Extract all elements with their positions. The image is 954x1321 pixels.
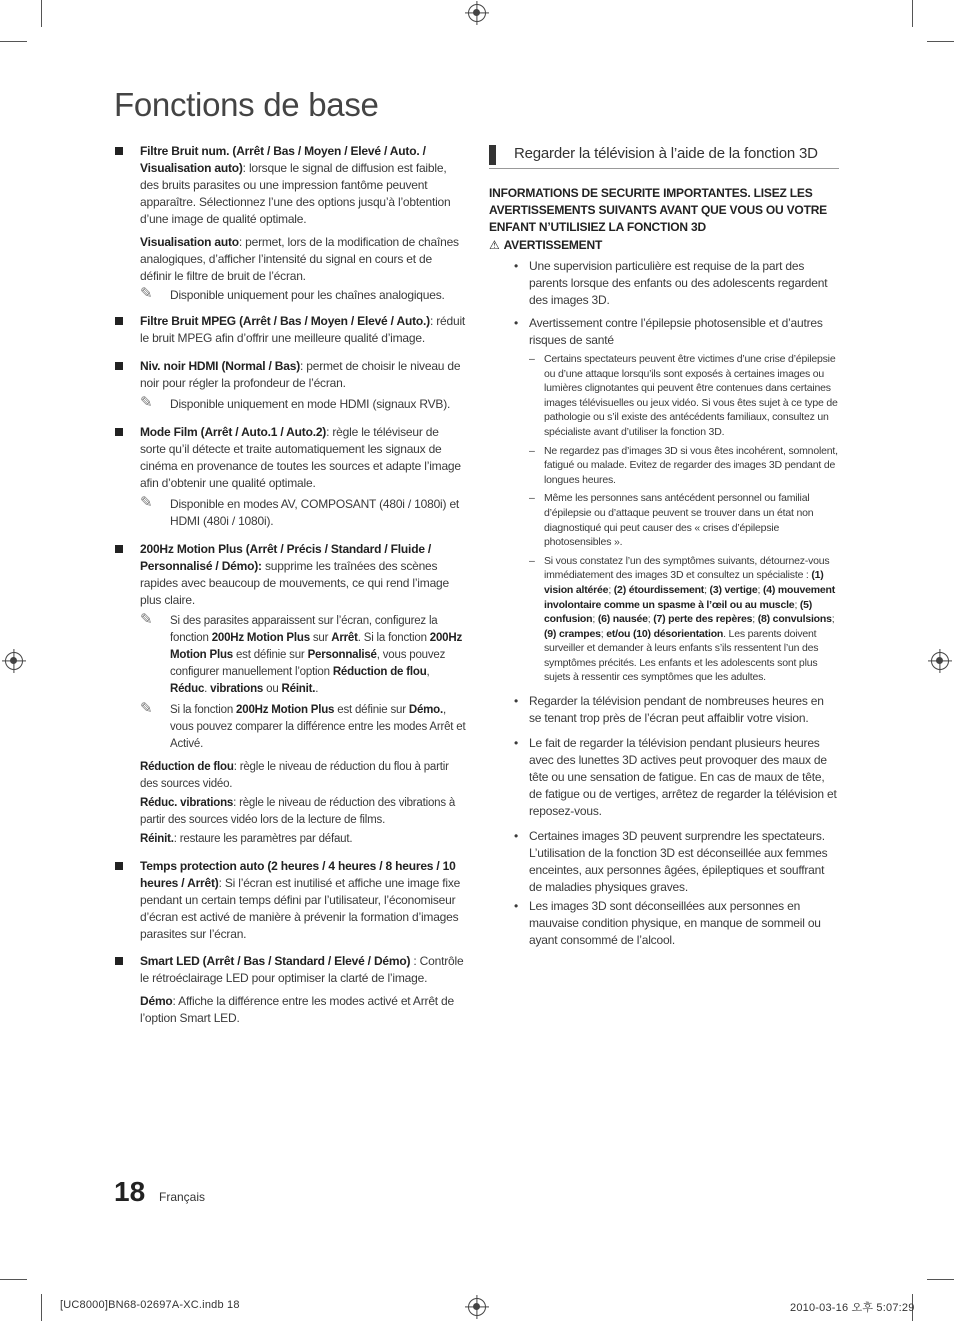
pencil-note-icon: ✎ xyxy=(140,394,153,411)
sub-text: : permet, lors de la modification de chaînes analogiques, d’afficher l’intensité du signal en cours et de définir le filtre de bruit de l’écran. xyxy=(140,235,459,283)
crosshair-registration-icon xyxy=(5,652,23,670)
heading-bar xyxy=(489,145,496,165)
page-title: Fonctions de base xyxy=(114,86,379,123)
right-column xyxy=(489,143,839,949)
item-text: : réduit le bruit MPEG afin d’offrir une meilleure qualité d’image. xyxy=(140,314,466,345)
crop-mark xyxy=(41,0,42,27)
page-language: Français xyxy=(159,1190,206,1204)
list-item: • Les images 3D sont déconseillées aux personnes en mauvaise condition physique, en manque de sommeil ou ayant consommé de l’alcool. xyxy=(514,899,821,948)
crosshair-registration-icon xyxy=(468,1298,486,1316)
list-item: • Une supervision particulière est requise de la part des parents lorsque des enfants ou des adolescents regardent des images 3D. xyxy=(514,259,828,307)
sub-text: : restaure les paramètres par défaut. xyxy=(173,833,353,845)
square-bullet-icon xyxy=(115,957,123,965)
sub-title: Réduction de flou xyxy=(140,761,234,773)
footer-date: 2010-03-16 오후 5:07:29 xyxy=(790,1302,915,1314)
note-text: Disponible uniquement pour les chaînes analogiques. xyxy=(170,288,445,302)
note xyxy=(140,496,466,530)
square-bullet-icon xyxy=(115,862,123,870)
list-item: • Avertissement contre l’épilepsie photosensible et d’autres risques de santé xyxy=(514,316,823,347)
item-text: : permet de choisir le niveau de noir pour régler la profondeur de l’écran. xyxy=(140,359,461,390)
square-bullet-icon xyxy=(115,362,123,370)
footer-file: [UC8000]BN68-02697A-XC.indb 18 xyxy=(60,1299,240,1311)
pencil-note-icon: ✎ xyxy=(140,611,153,628)
sub-text: : Affiche la différence entre les modes activé et Arrêt de l’option Smart LED. xyxy=(140,994,455,1025)
note xyxy=(140,287,466,304)
left-column xyxy=(114,143,466,1034)
list-item: • Certaines images 3D peuvent surprendre les spectateurs. L’utilisation de la fonction 3D est déconseillée aux femmes enceintes, aux personnes âgées, épileptiques et souffrant de maladies physiques graves. xyxy=(514,829,828,895)
square-bullet-icon xyxy=(115,545,123,553)
sub-title: Réinit. xyxy=(140,833,174,845)
crop-mark xyxy=(0,1279,27,1280)
note-text: Disponible en modes AV, COMPOSANT (480i / 1080i) et HDMI (480i / 1080i). xyxy=(170,497,460,528)
list-item: • Le fait de regarder la télévision pendant plusieurs heures avec des lunettes 3D actives peut provoquer des maux de tête ou une sensation de fatigue. En cas de maux de tête, de fatigue ou de vertiges, arrêtez de regarder la télévision et reposez-vous. xyxy=(514,736,837,819)
crosshair-registration-icon xyxy=(468,4,486,22)
item-text: : règle le téléviseur de sorte qu’il détecte et traite automatiquement les signaux de cinéma en provenance de toutes les sources et adapte l’image afin d’obtenir une qualité optimale. xyxy=(140,425,461,490)
sub-text: : règle le niveau de réduction du flou à partir des sources vidéo. xyxy=(140,761,449,790)
section-heading-text: Regarder la télévision à l’aide de la fonction 3D xyxy=(514,145,818,162)
pencil-note-icon: ✎ xyxy=(140,285,153,302)
note-text: Disponible uniquement en mode HDMI (signaux RVB). xyxy=(170,397,451,411)
list-item xyxy=(114,541,466,848)
dash-item: – Même les personnes sans antécédent personnel ou familial d’épilepsie ou d’attaque peuvent se trouver dans un état non diagnostiqué qui peut causer des « crises d’épilepsie photosensibles ». xyxy=(529,492,814,549)
crop-mark xyxy=(0,41,27,42)
item-text: supprime les traînées des scènes rapides avec beaucoup de mouvements, ce qui rend l’image plus claire. xyxy=(140,559,449,607)
square-bullet-icon xyxy=(115,428,123,436)
dash-item: – Certains spectateurs peuvent être victimes d’une crise d’épilepsie ou d’une attaque lorsqu’ils sont exposés à certaines images ou lumières clignotantes qui peuvent être contenues dans certaines images télévisuelles ou jeux vidéo. Si vous êtes sujet à ce type de pathologie ou s’il existe des antécédents familiaux, consultez un spécialiste avant d’utiliser la fonction 3D. xyxy=(529,353,838,438)
list-item xyxy=(114,358,466,413)
note: ✎ Si des parasites apparaissent sur l’écran, configurez la fonction 200Hz Motion Plus sur Arrêt. Si la fonction 200Hz Motion Plus est définie sur Personnalisé, vous pouvez configurer manuellement l’option Réduction de flou, Réduc. vibrations ou Réinit.. xyxy=(140,611,463,695)
item-title: Temps protection auto (2 heures / 4 heures / 8 heures / 10 heures / Arrêt) xyxy=(140,859,456,890)
item-title: Filtre Bruit num. (Arrêt / Bas / Moyen / Elevé / Auto. / Visualisation auto) xyxy=(140,144,426,175)
dash-item: – Ne regardez pas d’images 3D si vous êtes incohérent, somnolent, fatigué ou malade. Evitez de regarder des images 3D pendant de longues heures. xyxy=(529,444,838,486)
square-bullet-icon xyxy=(115,147,123,155)
crop-mark xyxy=(927,1279,954,1280)
item-text: : Si l’écran est inutilisé et affiche une image fixe pendant un certain temps défini par l’utilisateur, l’économiseur d’écran est activé de manière à prévenir la formation d’images parasites sur l’écran. xyxy=(140,876,461,941)
sub-title: Visualisation auto xyxy=(140,235,239,249)
sub-title: Démo xyxy=(140,994,173,1008)
crop-mark xyxy=(41,1294,42,1321)
list-item: • Regarder la télévision pendant de nombreuses heures en se tenant trop près de l’écran peut affaiblir votre vision. xyxy=(514,694,824,726)
item-title: Mode Film (Arrêt / Auto.1 / Auto.2) xyxy=(140,425,327,439)
crop-mark xyxy=(927,41,954,42)
item-title: Smart LED (Arrêt / Bas / Standard / Elevé / Démo) xyxy=(140,954,411,968)
pencil-note-icon: ✎ xyxy=(140,494,153,511)
sub-title: Réduc. vibrations xyxy=(140,797,234,809)
item-title: Niv. noir HDMI (Normal / Bas) xyxy=(140,359,300,373)
crosshair-registration-icon xyxy=(931,652,949,670)
safety-info: INFORMATIONS DE SECURITE IMPORTANTES. LISEZ LES AVERTISSEMENTS SUIVANTS AVANT QUE VOUS OU VOTRE ENFANT N’UTILISIEZ LA FONCTION 3D xyxy=(489,186,827,234)
item-text: : lorsque le signal de diffusion est faible, des bruits parasites ou une impression fantôme peuvent apparaître. Sélectionnez l’une des options jusqu’à l’obtention d’une image de qualité optimale. xyxy=(140,161,451,226)
dash-item: – Si vous constatez l’un des symptômes suivants, détournez-vous immédiatement des images 3D et consultez un spécialiste : (1) vision altérée; (2) étourdissement; (3) vertige; (4) mouvement involontaire comme un spasme à l’œil ou au muscle; (5) confusion; (6) nausée; (7) perte des repères; (8) convulsions; (9) crampes; et/ou (10) désorientation. Les parents doivent surveiller et demander à leurs enfants s’ils ressentent l’un des symptômes précités. Les enfants et les adolescents sont plus sujets à ressentir ces symptômes que les adultes. xyxy=(529,554,836,684)
list-item xyxy=(114,143,466,304)
warning-label: ⚠ AVERTISSEMENT xyxy=(489,238,603,252)
item-title: 200Hz Motion Plus (Arrêt / Précis / Standard / Fluide / Personnalisé / Démo): xyxy=(140,542,432,573)
list-item xyxy=(114,424,466,530)
section-heading xyxy=(489,143,839,169)
pencil-note-icon: ✎ xyxy=(140,700,153,717)
warning-triangle-icon: ⚠ xyxy=(489,238,500,252)
list-item xyxy=(114,858,466,943)
list-item xyxy=(114,313,466,347)
item-title: Filtre Bruit MPEG (Arrêt / Bas / Moyen / Elevé / Auto.) xyxy=(140,314,430,328)
item-text: : Contrôle le rétroéclairage LED pour optimiser la clarté de l’image. xyxy=(140,954,464,985)
crop-mark xyxy=(912,0,913,27)
note: ✎ Si la fonction 200Hz Motion Plus est définie sur Démo., vous pouvez comparer la différence entre les modes Arrêt et Activé. xyxy=(140,700,466,750)
list-item xyxy=(114,953,466,1027)
sub-text: : règle le niveau de réduction des vibrations à partir des sources vidéo lors de la lecture de films. xyxy=(140,797,456,826)
square-bullet-icon xyxy=(115,317,123,325)
note xyxy=(140,396,466,413)
page-number: 18 xyxy=(114,1176,146,1207)
